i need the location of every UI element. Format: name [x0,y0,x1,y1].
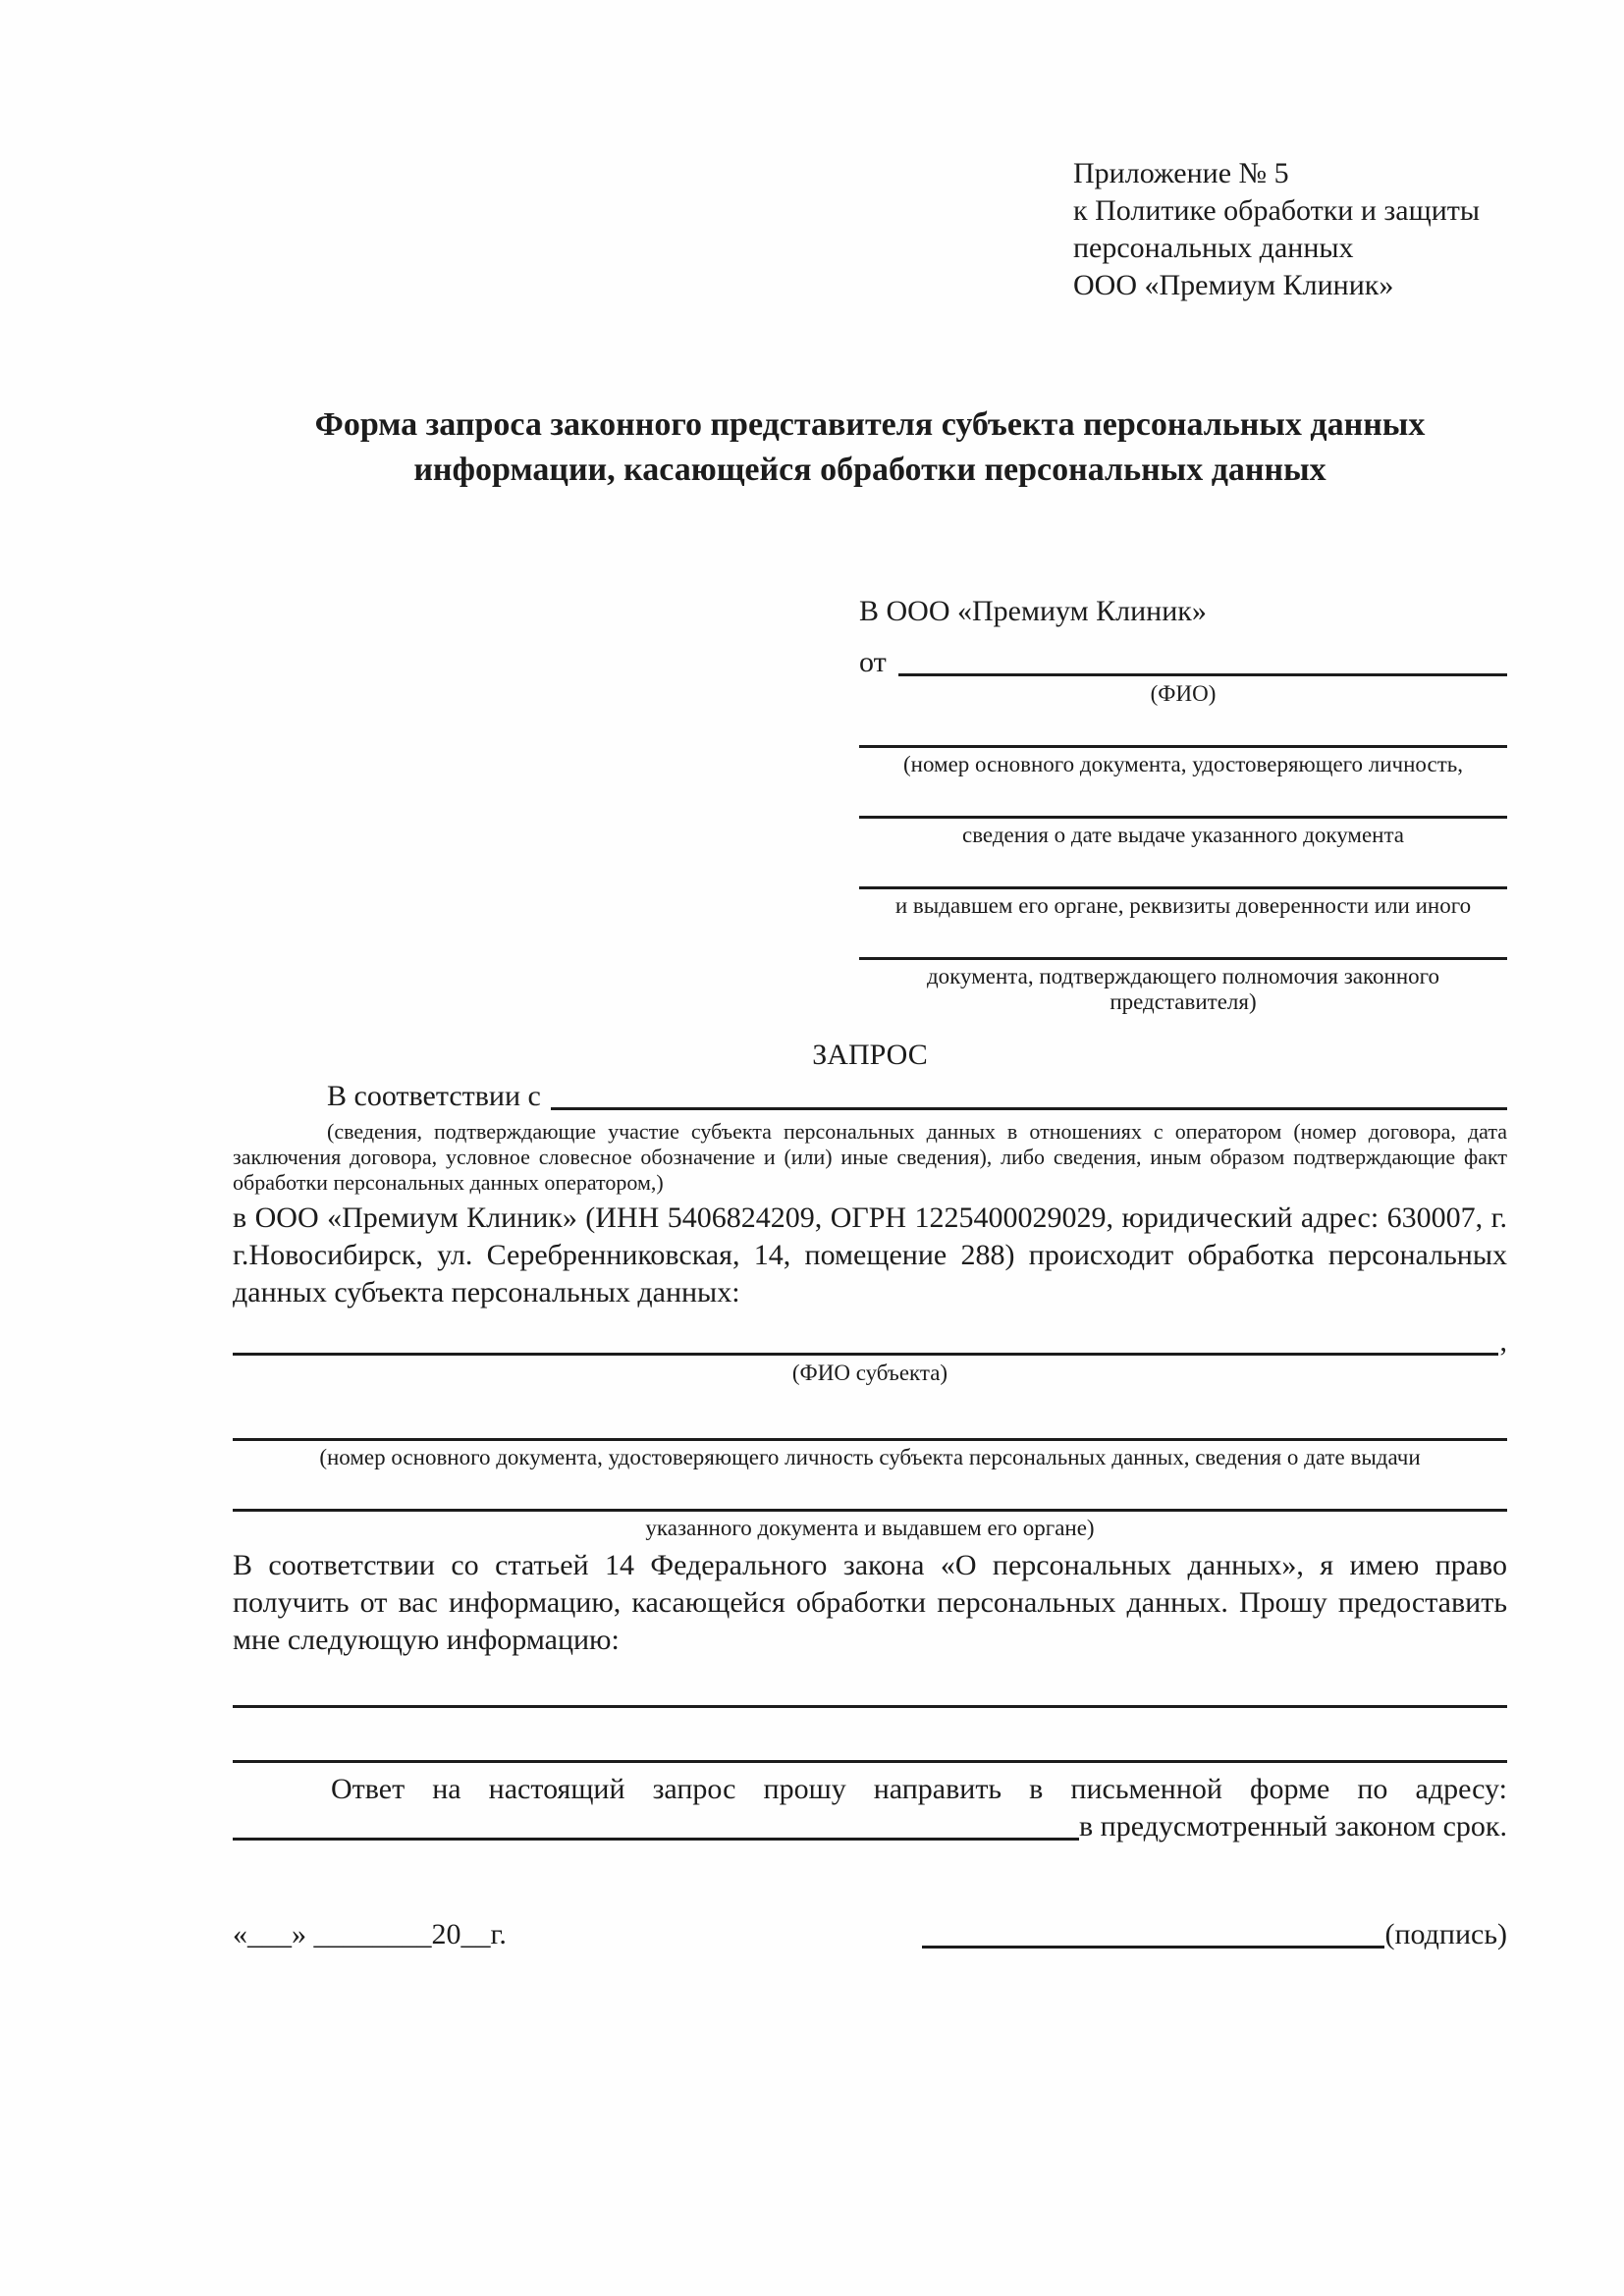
request-heading: ЗАПРОС [812,1039,928,1071]
appendix-line-3: персональных данных [1073,232,1354,264]
representative-doc-blank-4[interactable] [859,938,1507,960]
subject-fio-row [233,1323,1507,1361]
representative-doc-caption-1: (номер основного документа, удостоверяющего личность, [902,752,1463,776]
subject-line-comma: , [1499,1325,1507,1358]
from-label: от [859,646,887,678]
fio-caption: (ФИО) [1150,681,1217,706]
footer-row [233,1916,1507,1953]
subject-doc-caption-2: указанного документа и выдавшем его органе) [645,1516,1095,1540]
document-title [233,402,1507,493]
signature-blank[interactable] [922,1916,1384,1949]
addressee-block [859,593,1507,1015]
representative-doc-blank-1[interactable] [859,726,1507,748]
appendix-header [1073,155,1507,304]
basis-note: (сведения, подтверждающие участие субъекта персональных данных в отношениях с оператором (номер договора, дата заключения договора, условное словесное обозначение и (или) иные сведения), либо сведения, иным образом подтверждающие факт обработки персональных данных оператором,) [233,1119,1507,1195]
signature-caption: (подпись) [1384,1918,1507,1950]
representative-doc-caption-4: документа, подтверждающего полномочия законного представителя) [926,964,1439,1014]
document-title-line-2: информации, касающейся обработки персональных данных [413,452,1326,488]
subject-doc-blank-2[interactable] [233,1488,1507,1512]
reply-paragraph: Ответ на настоящий запрос прошу направить в письменной форме по адресу: [331,1773,1507,1805]
representative-fio-blank[interactable] [898,644,1507,676]
date-line[interactable]: «___» ________20__г. [233,1918,507,1950]
addressee-to: В ООО «Премиум Клиник» [859,595,1207,627]
basis-blank[interactable] [551,1078,1507,1110]
requested-info-blank-2[interactable] [233,1737,1507,1763]
subject-doc-blank-1[interactable] [233,1417,1507,1441]
subject-doc-caption-1: (номер основного документа, удостоверяющего личность субъекта персональных данных, сведения о дате выдачи [319,1445,1421,1469]
operator-paragraph: в ООО «Премиум Клиник» (ИНН 5406824209, ОГРН 1225400029029, юридический адрес: 630007, г. г.Новосибирск, ул. Серебренниковская, 14, помещение 288) происходит обработка персональных данных субъекта персональных данных: [233,1201,1507,1308]
reply-suffix: в предусмотренный законом срок. [1079,1810,1507,1842]
appendix-line-4: ООО «Премиум Клиник» [1073,269,1394,301]
representative-doc-caption-2: сведения о дате выдаче указанного документа [961,823,1405,847]
signature-block [922,1916,1507,1953]
basis-row [233,1078,1507,1115]
representative-doc-blank-3[interactable] [859,868,1507,889]
subject-fio-caption: (ФИО субъекта) [791,1361,948,1385]
reply-address-blank[interactable] [233,1808,1079,1841]
basis-label: В соответствии с [327,1080,541,1112]
representative-doc-blank-2[interactable] [859,797,1507,819]
reply-address-row [233,1808,1507,1845]
from-row [859,644,1507,681]
document-title-line-1: Форма запроса законного представителя субъекта персональных данных [314,406,1426,443]
subject-fio-blank[interactable] [233,1323,1498,1356]
appendix-line-1: Приложение № 5 [1073,157,1289,189]
appendix-line-2: к Политике обработки и защиты [1073,194,1481,227]
representative-doc-caption-3: и выдавшем его органе, реквизиты доверенности или иного [894,893,1472,918]
requested-info-blank-1[interactable] [233,1682,1507,1708]
law-paragraph: В соответствии со статьей 14 Федерального закона «О персональных данных», я имею право получить от вас информацию, касающейся обработки персональных данных. Прошу предоставить мне следующую информацию: [233,1549,1507,1656]
